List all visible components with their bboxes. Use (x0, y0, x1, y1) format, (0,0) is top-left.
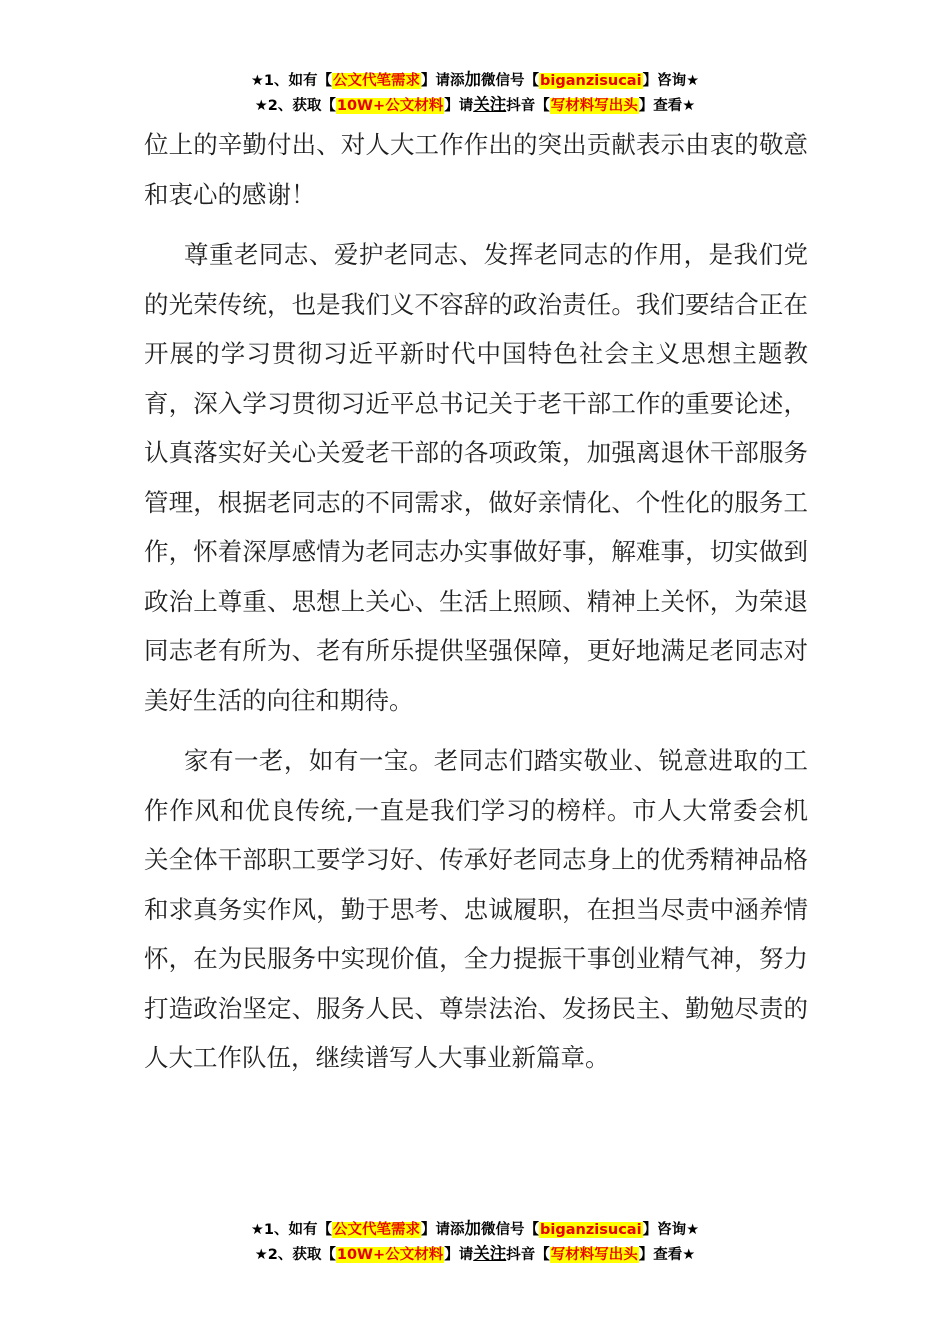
footer-line-1-mid2: 微信号【 (481, 1222, 540, 1238)
header-highlight-ghostwriting: 公文代笔需求 (333, 73, 421, 89)
header-line-2-mid2: 抖音【 (506, 98, 550, 114)
header-line-1 (0, 68, 950, 93)
footer-line-1-emphasis: 加 (464, 1219, 482, 1238)
document-body (144, 120, 808, 1083)
header-line-1-suffix: 】咨询★ (642, 73, 700, 89)
footer-line-2-mid2: 抖音【 (506, 1247, 550, 1263)
header-line-2-prefix: ★2、获取【 (254, 98, 336, 114)
header-line-2-emphasis: 关注 (473, 95, 507, 114)
footer-line-1-mid: 】请添 (421, 1222, 465, 1238)
footer-line-1-prefix: ★1、如有【 (250, 1222, 333, 1238)
header-banner (0, 68, 950, 118)
footer-highlight-ghostwriting: 公文代笔需求 (333, 1222, 421, 1238)
header-highlight-materials: 10W+公文材料 (336, 98, 444, 114)
footer-douyin-account: 写材料写出头 (550, 1247, 638, 1263)
paragraph-learn-from-veterans: 家有一老，如有一宝。老同志们踏实敬业、锐意进取的工作作风和优良传统,一直是我们学习的榜样。市人大常委会机关全体干部职工要学习好、传承好老同志身上的优秀精神品格和求真务实作风，勤于思考、忠诚履职，在担当尽责中涵养情怀，在为民服务中实现价值，全力提振干事创业精气神，努力打造政治坚定、服务人民、尊崇法治、发扬民主、勤勉尽责的人大工作队伍，继续谱写人大事业新篇章。 (144, 746, 808, 1072)
footer-line-2-suffix: 】查看★ (638, 1247, 696, 1263)
paragraph-respect-veterans: 尊重老同志、爱护老同志、发挥老同志的作用，是我们党的光荣传统，也是我们义不容辞的政治责任。我们要结合正在开展的学习贯彻习近平新时代中国特色社会主义思想主题教育，深入学习贯彻习近平总书记关于老干部工作的重要论述，认真落实好关心关爱老干部的各项政策，加强离退休干部服务管理，根据老同志的不同需求，做好亲情化、个性化的服务工作，怀着深厚感情为老同志办实事做好事，解难事，切实做到政治上尊重、思想上关心、生活上照顾、精神上关怀，为荣退同志老有所为、老有所乐提供坚强保障，更好地满足老同志对美好生活的向往和期待。 (144, 240, 808, 715)
header-line-1-emphasis: 加 (464, 70, 482, 89)
footer-line-2-mid: 】请 (444, 1247, 474, 1263)
header-line-1-mid: 】请添 (421, 73, 465, 89)
header-line-1-mid2: 微信号【 (481, 73, 540, 89)
header-line-2 (0, 93, 950, 118)
header-wechat-id: biganzisucai (540, 73, 642, 89)
footer-line-2-prefix: ★2、获取【 (254, 1247, 336, 1263)
footer-highlight-materials: 10W+公文材料 (336, 1247, 444, 1263)
footer-line-1-suffix: 】咨询★ (642, 1222, 700, 1238)
header-line-2-mid: 】请 (444, 98, 474, 114)
paragraph-continuation: 位上的辛勤付出、对人大工作作出的突出贡献表示由衷的敬意和衷心的感谢！ (144, 130, 808, 209)
footer-wechat-id: biganzisucai (540, 1222, 642, 1238)
footer-banner (0, 1217, 950, 1267)
header-douyin-account: 写材料写出头 (550, 98, 638, 114)
footer-line-1 (0, 1217, 950, 1242)
footer-line-2-emphasis: 关注 (473, 1244, 507, 1263)
header-line-1-prefix: ★1、如有【 (250, 73, 333, 89)
header-line-2-suffix: 】查看★ (638, 98, 696, 114)
footer-line-2 (0, 1242, 950, 1267)
